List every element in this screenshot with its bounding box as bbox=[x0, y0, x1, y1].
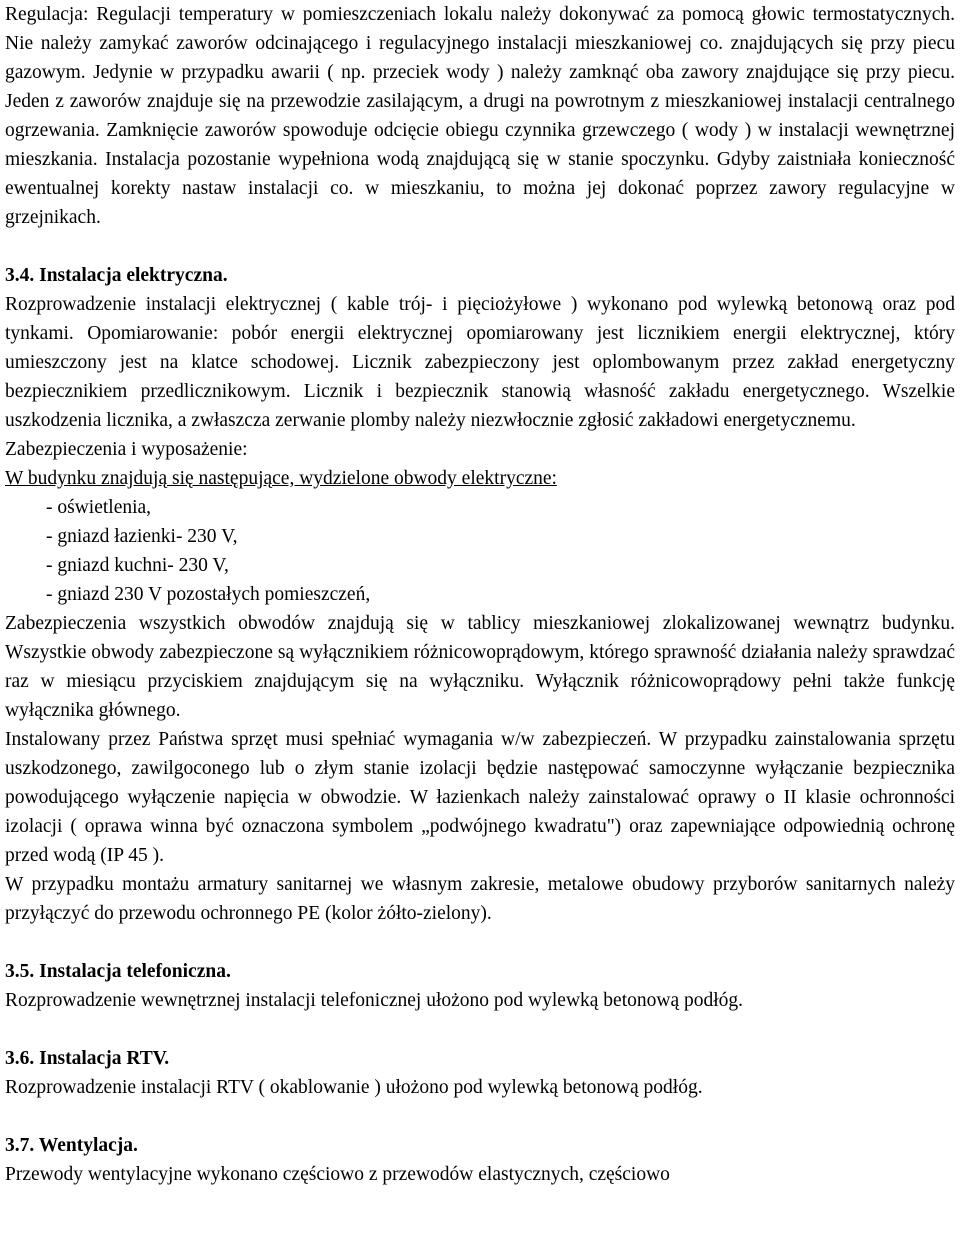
list-item: - gniazd łazienki- 230 V, bbox=[46, 526, 238, 547]
section-heading-3-6: 3.6. Instalacja RTV. bbox=[5, 1048, 170, 1069]
paragraph-zabezpieczenia-header: Zabezpieczenia i wyposażenie: bbox=[5, 439, 248, 460]
list-item: - gniazd kuchni- 230 V, bbox=[46, 555, 229, 576]
spacer bbox=[5, 232, 955, 261]
paragraph-telefon: Rozprowadzenie wewnętrznej instalacji telefonicznej ułożono pod wylewką betonową podłóg. bbox=[5, 990, 744, 1011]
list-item: - oświetlenia, bbox=[46, 497, 152, 518]
paragraph-armatura: W przypadku montażu armatury sanitarnej we własnym zakresie, metalowe obudowy przyborów sanitarnych należy przyłączyć do przewodu ochronnego PE (kolor żółto-zielony). bbox=[5, 874, 955, 924]
list-item: - gniazd 230 V pozostałych pomieszczeń, bbox=[46, 584, 371, 605]
paragraph-obwody-intro: W budynku znajdują się następujące, wydzielone obwody elektryczne: bbox=[5, 468, 557, 489]
spacer bbox=[5, 1015, 955, 1044]
spacer bbox=[5, 928, 955, 957]
paragraph-rozprowadzenie-elektryczna: Rozprowadzenie instalacji elektrycznej ( kable trój- i pięciożyłowe ) wykonano pod wylewką betonową oraz pod tynkami. Opomiarowanie: pobór energii elektrycznej opomiarowany jest licznikiem energii elektrycznej, który umieszczony jest na klatce schodowej. Licznik zabezpieczony jest oplombowanym przez zakład energetyczny bezpiecznikiem przedlicznikowym. Licznik i bezpiecznik stanowią własność zakładu energetycznego. Wszelkie uszkodzenia licznika, a zwłaszcza zerwanie plomby należy niezwłocznie zgłosić zakładowi energetycznemu. bbox=[5, 294, 955, 431]
paragraph-wentylacja: Przewody wentylacyjne wykonano częściowo z przewodów elastycznych, częściowo bbox=[5, 1164, 670, 1185]
paragraph-instalowany-sprzet: Instalowany przez Państwa sprzęt musi spełniać wymagania w/w zabezpieczeń. W przypadku zainstalowania sprzętu uszkodzonego, zawilgoconego lub o złym stanie izolacji będzie następować samoczynne wyłączanie bezpiecznika powodującego wyłączenie napięcia w obwodzie. W łazienkach należy zainstalować oprawy o II klasie ochronności izolacji ( oprawa winna być oznaczona symbolem „podwójnego kwadratu") oraz zapewniające odpowiednią ochronę przed wodą (IP 45 ). bbox=[5, 729, 955, 866]
paragraph-rtv: Rozprowadzenie instalacji RTV ( okablowanie ) ułożono pod wylewką betonową podłóg. bbox=[5, 1077, 703, 1098]
paragraph-regulacja: Regulacja: Regulacji temperatury w pomieszczeniach lokalu należy dokonywać za pomocą głowic termostatycznych. Nie należy zamykać zaworów odcinającego i regulacyjnego instalacji mieszkaniowej co. znajdujących się przy piecu gazowym. Jedynie w przypadku awarii ( np. przeciek wody ) należy zamknąć oba zawory znajdujące się przy piecu. Jeden z zaworów znajduje się na przewodzie zasilającym, a drugi na powrotnym z mieszkaniowej instalacji centralnego ogrzewania. Zamknięcie zaworów spowoduje odcięcie obiegu czynnika grzewczego ( wody ) w instalacji wewnętrznej mieszkania. Instalacja pozostanie wypełniona wodą znajdującą się w stanie spoczynku. Gdyby zaistniała konieczność ewentualnej korekty nastaw instalacji co. w mieszkaniu, to można jej dokonać poprzez zawory regulacyjne w grzejnikach. bbox=[5, 4, 955, 228]
circuits-list bbox=[5, 493, 955, 609]
section-heading-3-5: 3.5. Instalacja telefoniczna. bbox=[5, 961, 231, 982]
paragraph-zabezpieczenia: Zabezpieczenia wszystkich obwodów znajdują się w tablicy mieszkaniowej zlokalizowanej wewnątrz budynku. Wszystkie obwody zabezpieczone są wyłącznikiem różnicowoprądowym, którego sprawność działania należy sprawdzać raz w miesiącu przyciskiem znajdującym się na wyłączniku. Wyłącznik różnicowoprądowy pełni także funkcję wyłącznika głównego. bbox=[5, 613, 955, 721]
section-heading-3-4: 3.4. Instalacja elektryczna. bbox=[5, 265, 228, 286]
document-page bbox=[5, 0, 955, 1189]
spacer bbox=[5, 1102, 955, 1131]
section-heading-3-7: 3.7. Wentylacja. bbox=[5, 1135, 138, 1156]
